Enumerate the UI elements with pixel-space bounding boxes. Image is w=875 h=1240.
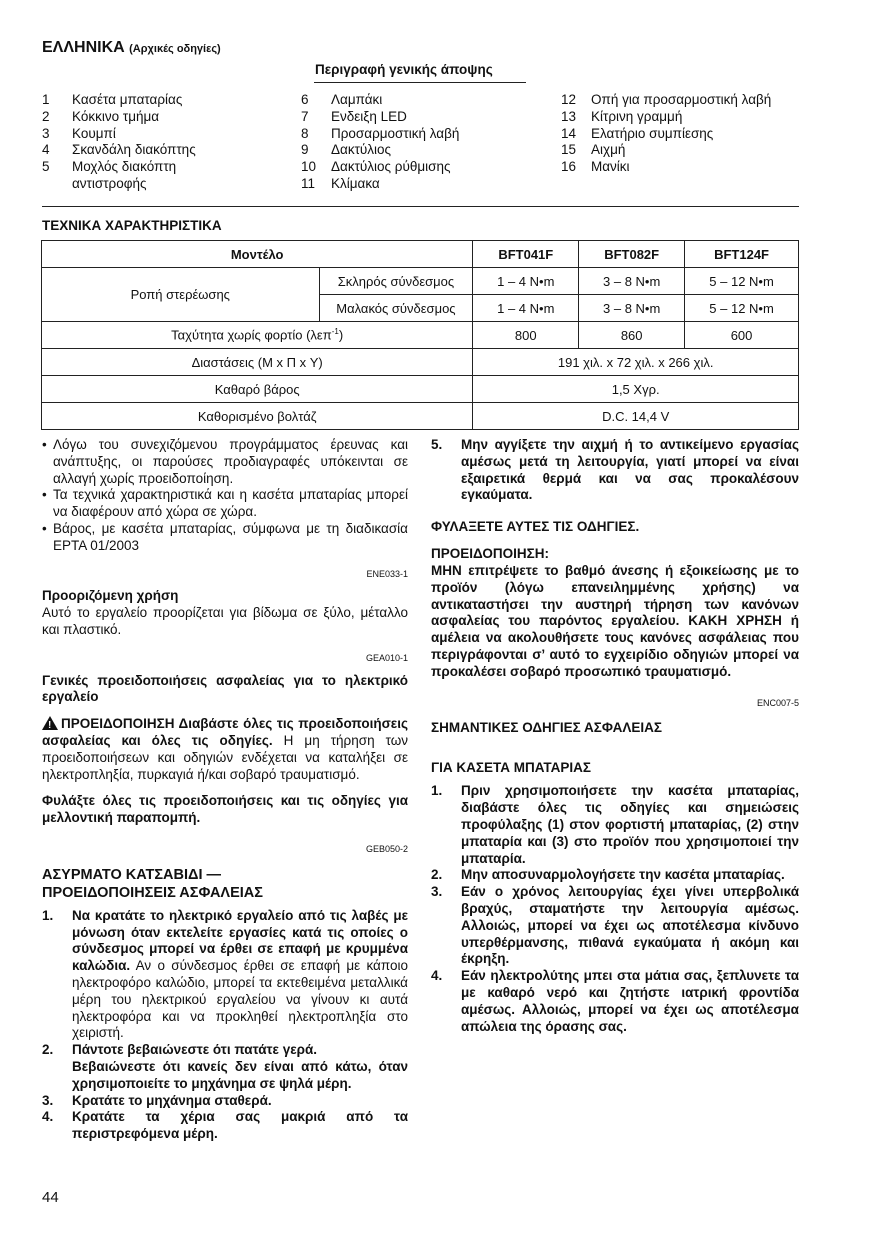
table-cell: 3 – 8 N•m: [579, 295, 685, 322]
model-header: Μοντέλο: [42, 241, 473, 268]
list-item: 1. Πριν χρησιμοποιήσετε την κασέτα μπαταρίας, διαβάστε όλες τις οδηγίες και σημειώσεις προφύλαξης (1) στον φορτιστή μπαταρίας, (2) στην μπαταρία και (3) στο προϊόν που χρησιμοποιεί την μπαταρία.: [431, 783, 799, 866]
table-cell: 5 – 12 N•m: [685, 295, 799, 322]
paragraph: Αυτό το εργαλείο προορίζεται για βίδωμα σε ξύλο, μέταλλο και πλαστικό.: [42, 605, 408, 637]
list-item: 4. Κρατάτε τα χέρια σας μακριά από τα περιστρεφόμενα μέρη.: [42, 1109, 408, 1142]
list-item: 14 Ελατήριο συμπίεσης: [561, 125, 714, 141]
right-column: [431, 437, 799, 1035]
table-row: [42, 322, 799, 349]
list-item: αντιστροφής: [72, 175, 147, 191]
list-item: 1. Να κρατάτε το ηλεκτρικό εργαλείο από τις λαβές με μόνωση όταν εκτελείτε εργασίες κατά τις οποίες ο σύνδεσμος μπορεί να έρθει σε επαφή με κρυμμένα καλώδια. Αν ο σύνδεσμος έρθει σε επαφή με κάποιο ηλεκτροφόρο καλώδιο, μπορεί τα εκτεθειμένα μεταλλικά μέρη του ηλεκτρικού εργαλείου να γίνουν κι αυτά ηλεκτροφόρα και να προκληθεί ηλεκτροπληξία στο χειριστή.: [42, 907, 408, 1041]
overview-underline: [314, 82, 526, 83]
list-item: 4. Εάν ηλεκτρολύτης μπει στα μάτια σας, ξεπλυνετε τα με καθαρό νερό και ζητήστε ιατρική φροντίδα αμέσως. Αλλοιώς, μπορεί να έχει ως αποτέλεσμα απώλεια της όρασης σας.: [431, 968, 799, 1034]
table-cell: 1,5 Χγρ.: [473, 376, 799, 403]
section-heading: ΓΙΑ ΚΑΣΕΤΑ ΜΠΑΤΑΡΙΑΣ: [431, 760, 591, 776]
model-col: BFT082F: [579, 241, 685, 268]
dimensions-label: Διαστάσεις (Μ x Π x Υ): [42, 349, 473, 376]
list-item: 2. Μην αποσυναρμολογήσετε την κασέτα μπαταρίας.: [431, 867, 785, 883]
speed-label: Ταχύτητα χωρίς φορτίο (λεπ$^{-1}$): [42, 322, 473, 349]
hard-joint-label: Σκληρός σύνδεσμος: [319, 268, 473, 295]
list-item: Βεβαιώνεστε ότι κανείς δεν είναι από κάτω, όταν χρησιμοποιείτε το μηχάνημα σε ψηλά μέρη.: [72, 1058, 408, 1091]
section-heading: Προοριζόμενη χρήση: [42, 588, 179, 604]
list-item: 8 Προσαρμοστική λαβή: [301, 125, 460, 141]
list-item: 4 Σκανδάλη διακόπτης: [42, 142, 196, 158]
parts-list-col3: [561, 92, 801, 176]
language-title: ΕΛΛΗΝΙΚΑ: [42, 39, 125, 56]
list-item: 1 Κασέτα μπαταρίας: [42, 92, 183, 107]
page-number: 44: [42, 1189, 59, 1206]
table-cell: D.C. 14,4 V: [473, 403, 799, 430]
left-column: [42, 437, 408, 1143]
list-item: 12 Οπή για προσαρμοστική λαβή: [561, 92, 772, 107]
list-item: 3. Εάν ο χρόνος λειτουργίας έχει γίνει υπερβολικά βραχύς, σταματήστε την λειτουργία αμέσως. Αλλοιώς, μπορεί να έχει ως αποτέλεσμα κίνδυνο υπερθέρμανσης, πιθανά εγκαύματα ή ακόμη και έκρηξη.: [431, 884, 799, 967]
list-item: 6 Λαμπάκι: [301, 92, 383, 107]
language-subtitle: (Αρχικές οδηγίες): [129, 43, 221, 55]
table-row: [42, 268, 799, 295]
warning-label: ΠΡΟΕΙΔΟΠΟΙΗΣΗ:: [431, 546, 549, 562]
list-item: 13 Κίτρινη γραμμή: [561, 108, 683, 124]
list-item: 3 Κουμπί: [42, 125, 116, 141]
section-heading: ΑΣΥΡΜΑΤΟ ΚΑΤΣΑΒΙΔΙ — ΠΡΟΕΙΔΟΠΟΙΗΣΕΙΣ ΑΣΦΑΛΕΙΑΣ: [42, 866, 263, 901]
list-item: 15 Αιχμή: [561, 142, 626, 158]
model-col: BFT124F: [685, 241, 799, 268]
table-cell: 600: [685, 322, 799, 349]
doc-code: ENC007-5: [756, 697, 799, 708]
weight-label: Καθαρό βάρος: [42, 376, 473, 403]
table-row: [42, 241, 799, 268]
doc-code: GEA010-1: [365, 652, 408, 663]
warning-paragraph: ΜΗΝ επιτρέψετε το βαθμό άνεσης ή εξοικείωσης με το προϊόν (λόγω επανειλημμένης χρήσης) να αντικαταστήσει την αυστηρή τήρηση των κανόνων ασφαλείας του παρόντος εργαλείου. ΚΑΚΗ ΧΡΗΣΗ ή αμέλεια να ακολουθήσετε τους κανόνες ασφάλειας που περιγράφονται σ’ αυτό το εγχειρίδιο οδηγιών μπορεί να προκαλέσει σοβαρό προσωπικό τραυματισμό.: [431, 562, 799, 679]
table-cell: 5 – 12 N•m: [685, 268, 799, 295]
table-row: [42, 349, 799, 376]
warning-paragraph: !ΠΡΟΕΙΔΟΠΟΙΗΣΗ Διαβάστε όλες τις προειδοποιήσεις ασφαλείας και όλες τις οδηγίες. Η μη τήρηση των προειδοποιήσεων και οδηγιών ενδέχεται να καταλήξει σε ηλεκτροπληξία, πυρκαγιά ή/και σοβαρό τραυματισμό.: [42, 716, 408, 783]
table-cell: 1 – 4 N•m: [473, 295, 579, 322]
model-col: BFT041F: [473, 241, 579, 268]
list-item: 5 Μοχλός διακόπτη: [42, 159, 177, 175]
cordless-list: [42, 908, 408, 1143]
warning-icon: [42, 716, 58, 730]
section-heading: ΦΥΛΑΞΕΤΕ ΑΥΤΕΣ ΤΙΣ ΟΔΗΓΙΕΣ.: [431, 519, 640, 535]
table-cell: 800: [473, 322, 579, 349]
list-item: 7 Ενδειξη LED: [301, 108, 407, 124]
list-item: 2. Πάντοτε βεβαιώνεστε ότι πατάτε γερά.: [42, 1042, 318, 1058]
parts-list-col2: [301, 92, 551, 193]
list-item: • Βάρος, με κασέτα μπαταρίας, σύμφωνα με τη διαδικασία EPTA 01/2003: [42, 520, 408, 553]
section-divider: [42, 206, 799, 207]
list-item: • Τα τεχνικά χαρακτηριστικά και η κασέτα μπαταρίας μπορεί να διαφέρουν από χώρα σε χώρα.: [42, 487, 408, 520]
page-title: [42, 39, 221, 57]
list-item: • Λόγω του συνεχιζόμενου προγράμματος έρευνας και ανάπτυξης, οι παρούσες προδιαγραφές υπόκεινται σε αλλαγή χωρίς προειδοποίηση.: [42, 437, 408, 486]
section-heading: Γενικές προειδοποιήσεις ασφαλείας για το ηλεκτρικό εργαλείο: [42, 672, 408, 705]
table-row: [42, 403, 799, 430]
voltage-label: Καθορισμένο βολτάζ: [42, 403, 473, 430]
overview-title: Περιγραφή γενικής άποψης: [315, 62, 493, 77]
table-cell: 1 – 4 N•m: [473, 268, 579, 295]
paragraph: Φυλάξτε όλες τις προειδοποιήσεις και τις οδηγίες για μελλοντική παραπομπή.: [42, 793, 408, 826]
list-item: 11 Κλίμακα: [301, 175, 380, 191]
list-item: 16 Μανίκι: [561, 159, 630, 175]
list-item: 9 Δακτύλιος: [301, 142, 392, 158]
torque-label: Ροπή στερέωσης: [42, 268, 320, 322]
list-item: 3. Κρατάτε το μηχάνημα σταθερά.: [42, 1092, 272, 1108]
specs-table: [41, 240, 799, 430]
table-cell: 860: [579, 322, 685, 349]
table-row: [42, 376, 799, 403]
doc-code: ENE033-1: [366, 568, 408, 579]
list-item: 5. Μην αγγίξετε την αιχμή ή το αντικείμενο εργασίας αμέσως μετά τη λειτουργία, γιατί μπορεί να είναι εξαιρετικά θερμά και να σας προκαλέσουν εγκαύματα.: [431, 437, 799, 503]
soft-joint-label: Μαλακός σύνδεσμος: [319, 295, 473, 322]
specs-title: ΤΕΧΝΙΚΑ ΧΑΡΑΚΤΗΡΙΣΤΙΚΑ: [42, 218, 222, 233]
section-heading: ΣΗΜΑΝΤΙΚΕΣ ΟΔΗΓΙΕΣ ΑΣΦΑΛΕΙΑΣ: [431, 720, 662, 736]
parts-list-col1: [42, 92, 292, 193]
battery-list: [431, 783, 799, 1035]
table-cell: 191 χιλ. x 72 χιλ. x 266 χιλ.: [473, 349, 799, 376]
list-item: 10 Δακτύλιος ρύθμισης: [301, 159, 451, 175]
table-cell: 3 – 8 N•m: [579, 268, 685, 295]
doc-code: GEB050-2: [365, 843, 408, 854]
list-item: 2 Κόκκινο τμήμα: [42, 108, 160, 124]
